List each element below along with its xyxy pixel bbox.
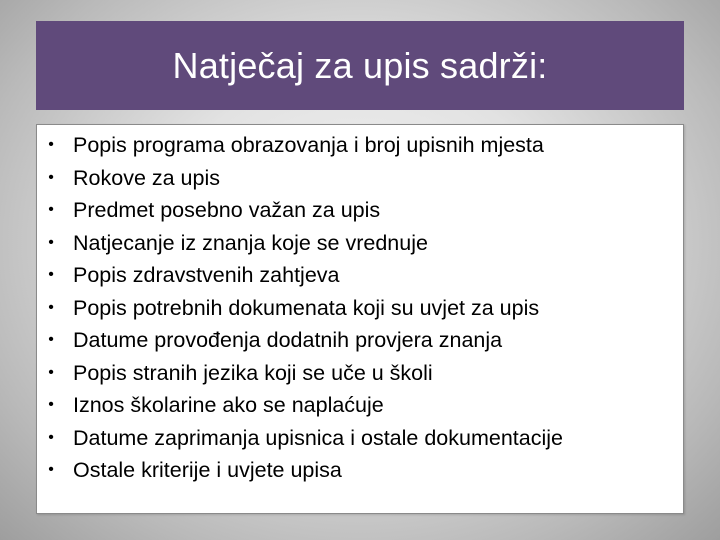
bullet-icon: • (48, 298, 54, 316)
bullet-icon: • (48, 201, 54, 218)
list-item-text: Rokove za upis (73, 165, 220, 190)
list-item (37, 162, 683, 195)
bullet-icon: • (48, 396, 54, 413)
content-box (36, 124, 684, 514)
bullet-icon: • (48, 428, 54, 446)
list-item-text: Iznos školarine ako se naplaćuje (73, 393, 384, 417)
bullet-icon: • (48, 363, 54, 381)
list-item (37, 259, 683, 292)
bullet-list (37, 129, 683, 487)
list-item (37, 324, 683, 357)
list-item-text: Popis stranih jezika koji se uče u školi (73, 360, 433, 385)
list-item-text: Popis zdravstvenih zahtjeva (73, 263, 340, 287)
list-item (37, 129, 683, 162)
list-item (37, 357, 683, 390)
slide-title: Natječaj za upis sadrži: (172, 44, 548, 86)
bullet-icon: • (48, 136, 54, 153)
bullet-icon: • (48, 331, 54, 348)
list-item-text: Predmet posebno važan za upis (73, 198, 381, 222)
list-item-text: Natjecanje iz znanja koje se vrednuje (73, 230, 428, 255)
list-item (37, 227, 683, 260)
list-item-text: Datume provođenja dodatnih provjera znanja (73, 328, 503, 352)
list-item (37, 389, 683, 422)
bullet-icon: • (48, 461, 54, 478)
list-item-text: Ostale kriterije i uvjete upisa (73, 458, 342, 482)
title-bar (36, 21, 684, 110)
list-item (37, 194, 683, 227)
bullet-icon: • (48, 168, 54, 186)
list-item-text: Popis potrebnih dokumenata koji su uvjet za upis (73, 295, 540, 320)
bullet-icon: • (48, 233, 54, 251)
list-item (37, 454, 683, 487)
list-item-text: Popis programa obrazovanja i broj upisnih mjesta (73, 133, 544, 157)
bullet-icon: • (48, 266, 54, 283)
list-item (37, 422, 683, 455)
list-item (37, 292, 683, 325)
list-item-text: Datume zaprimanja upisnica i ostale dokumentacije (73, 425, 563, 450)
